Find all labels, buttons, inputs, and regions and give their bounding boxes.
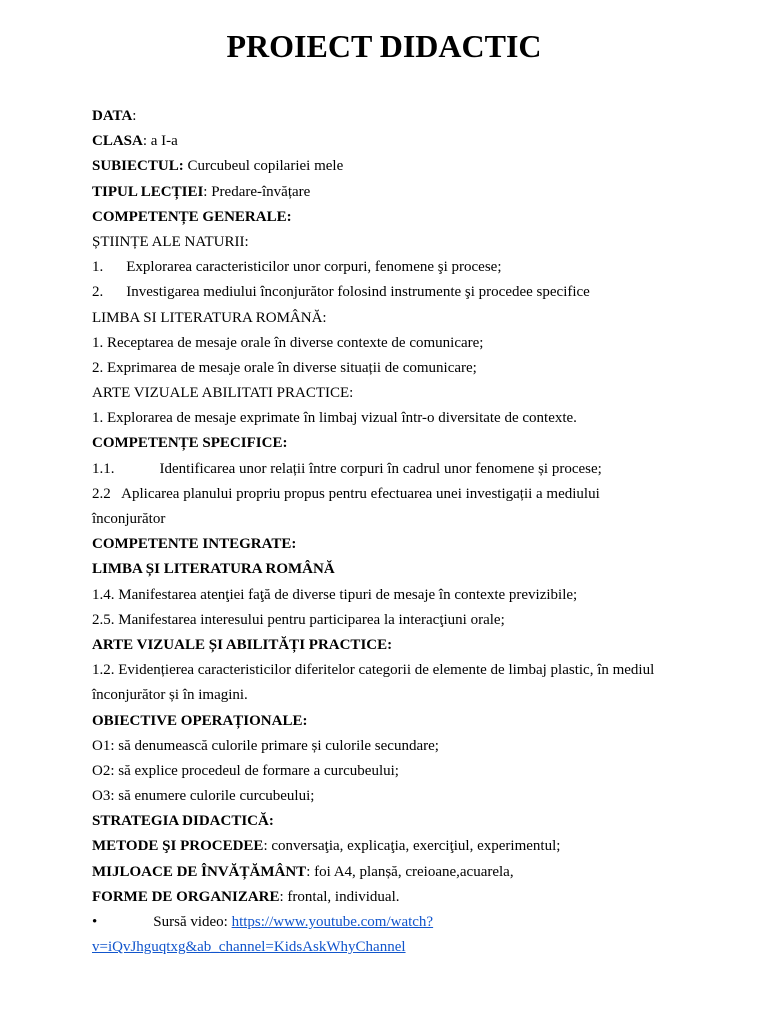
list-item: O1: să denumească culorile primare și culorile secundare; [92,737,439,754]
subheading-stiinte: ȘTIINȚE ALE NATURII: [92,233,249,250]
video-source [92,910,712,935]
list-item: 2. Exprimarea de mesaje orale în diverse situații de comunicare; [92,359,477,376]
field-mijloace-value: : foi A4, planșă, creioane,acuarela, [306,863,514,880]
field-mijloace-label: MIJLOACE DE ÎNVĂȚĂMÂNT [92,863,307,880]
field-clasa [92,129,712,154]
field-forme-label: FORME DE ORGANIZARE [92,888,280,905]
list-item-text: Explorarea caracteristicilor unor corpuri, fenomene şi procese; [126,259,502,276]
bullet-icon: • [92,914,98,930]
field-tipul [92,180,712,205]
field-metode [92,834,712,859]
section-heading-competente-generale: COMPETENȚE GENERALE: [92,208,292,225]
list-item: 2.2 Aplicarea planului propriu propus pentru efectuarea unei investigații a mediului [92,485,600,502]
list-item-number: 1. [92,259,104,276]
list-item-text: Investigarea mediului înconjurător folosind instrumente şi procedee specifice [126,284,590,301]
video-link-continuation[interactable]: v=iQvJhguqtxg&ab_channel=KidsAskWhyChannel [92,939,406,956]
field-data-value: : [132,108,137,124]
field-tipul-label: TIPUL LECȚIEI [92,183,204,200]
list-item: O3: să enumere culorile curcubeului; [92,788,315,805]
section-heading-strategia: STRATEGIA DIDACTICĂ: [92,813,274,830]
video-source-label: Sursă video: [153,914,232,930]
field-subiect-label: SUBIECTUL: [92,158,184,175]
list-item-continuation: înconjurător și în imagini. [92,687,248,704]
list-item-number: 1.1. [92,460,115,477]
field-subiect-value: Curcubeul copilariei mele [183,158,344,175]
list-item: 1. Explorarea de mesaje exprimate în limbaj vizual într-o diversitate de contexte. [92,410,577,427]
field-metode-value: : conversaţia, explicaţia, exerciţiul, experimentul; [263,838,561,855]
video-link[interactable]: https://www.youtube.com/watch? [231,914,434,930]
field-data-label: DATA [92,108,133,124]
list-item: 2.5. Manifestarea interesului pentru participarea la interacţiuni orale; [92,611,505,628]
field-tipul-value: : Predare-învățare [203,183,311,200]
field-clasa-label: CLASA [92,133,143,150]
list-item [92,255,712,280]
list-item: O2: să explice procedeul de formare a curcubeului; [92,762,399,779]
list-item-continuation: înconjurător [92,511,166,527]
list-item: 1.4. Manifestarea atenţiei faţă de diverse tipuri de mesaje în contexte previzibile; [92,586,578,603]
document-body [92,104,712,960]
field-data [92,104,712,129]
list-item [92,280,712,305]
field-mijloace [92,860,712,885]
section-heading-competente-specifice: COMPETENȚE SPECIFICE: [92,435,288,452]
subheading-arte: ARTE VIZUALE ABILITATI PRACTICE: [92,385,354,402]
page-title: PROIECT DIDACTIC [226,28,542,64]
field-forme [92,885,712,910]
list-item-number: 2. [92,284,104,301]
list-item [92,457,712,482]
field-subiect [92,154,712,179]
section-heading-competente-integrate: COMPETENTE INTEGRATE: [92,536,297,553]
subheading-arte-vizuale: ARTE VIZUALE ȘI ABILITĂȚI PRACTICE: [92,636,393,653]
field-metode-label: METODE ŞI PROCEDEE [92,838,264,855]
field-clasa-value: : a I-a [142,133,178,150]
list-item: 1. Receptarea de mesaje orale în diverse contexte de comunicare; [92,334,484,351]
video-source-continuation [92,935,712,960]
section-heading-obiective: OBIECTIVE OPERAȚIONALE: [92,712,308,729]
list-item: 1.2. Evidențierea caracteristicilor diferitelor categorii de elemente de limbaj plastic, în mediul [92,662,655,679]
field-forme-value: : frontal, individual. [279,888,400,905]
subheading-limba-literatura: LIMBA ȘI LITERATURA ROMÂNĂ [92,561,335,578]
subheading-limba: LIMBA SI LITERATURA ROMÂNĂ: [92,309,327,326]
list-item-text: Identificarea unor relații între corpuri în cadrul unor fenomene și procese; [159,460,602,477]
